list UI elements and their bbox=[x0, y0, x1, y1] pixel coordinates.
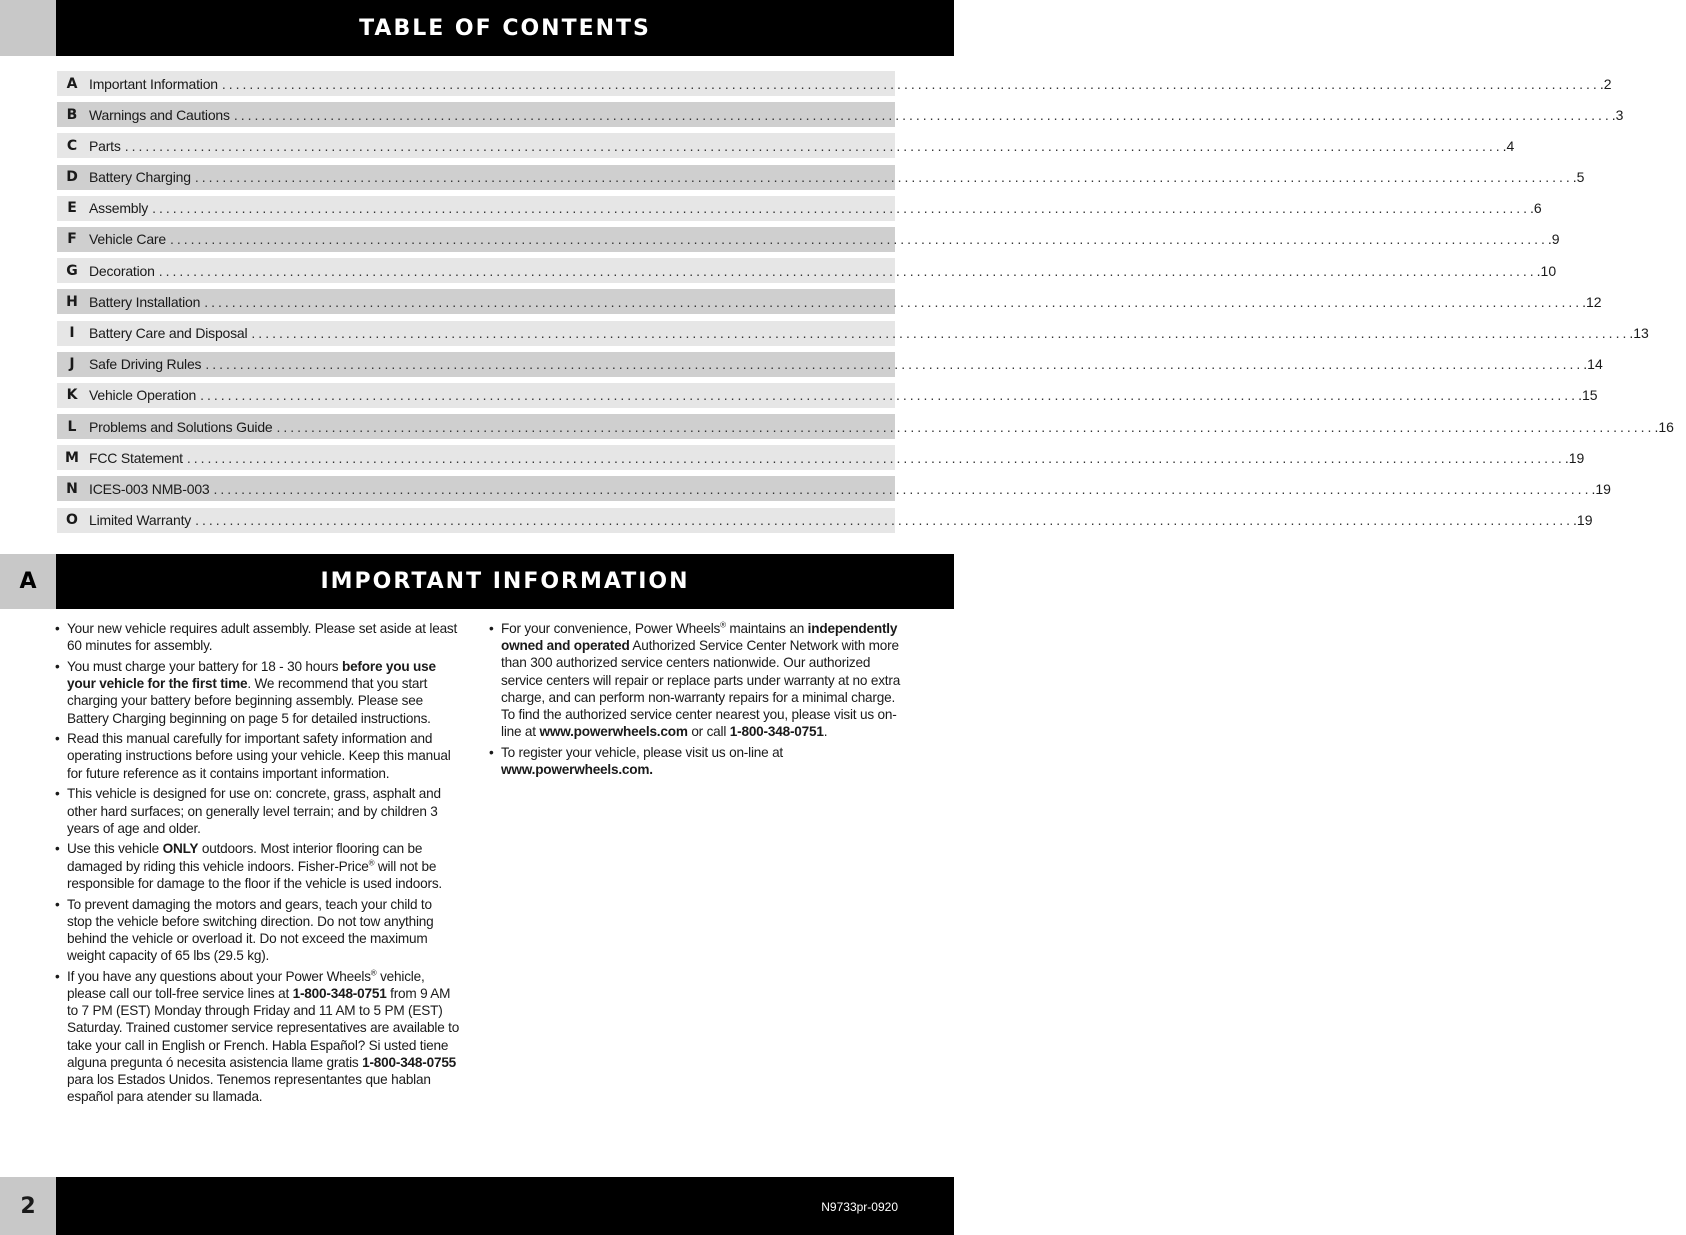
toc-page: .19 bbox=[1573, 512, 1593, 529]
text-run: Authorized Service Center Network with more than 300 authorized service centers nationwide. Our authorized service centers will repair or replace parts under warranty at no extra charge, and can perform non-warranty repairs for a minimal charge. To find the authorized service center nearest you, please visit us on-line at bbox=[501, 638, 901, 740]
toc-page: .9 bbox=[1547, 231, 1560, 248]
toc-row[interactable] bbox=[57, 258, 1557, 283]
toc-title: Battery Care and Disposal bbox=[89, 325, 248, 341]
toc-letter: I bbox=[69, 325, 75, 341]
registered-mark: ® bbox=[368, 858, 375, 868]
toc-row[interactable] bbox=[57, 196, 1542, 221]
text-run: To register your vehicle, please visit us on-line at bbox=[501, 744, 784, 760]
toc-row[interactable] bbox=[57, 383, 1598, 408]
text-run: Your new vehicle requires adult assembly. Please set aside at least 60 minutes for assembly. bbox=[67, 621, 458, 654]
toc-leader-dots: ........................................................................................................................................................................................................ bbox=[221, 75, 1600, 92]
toc-title: Battery Charging bbox=[89, 169, 191, 186]
section-header-bar bbox=[56, 554, 954, 609]
bullet-item bbox=[55, 896, 460, 965]
toc-header-tab bbox=[0, 0, 56, 56]
toc-page: .2 bbox=[1599, 75, 1612, 92]
toc-title: ICES-003 NMB-003 bbox=[89, 480, 210, 497]
bullet-item bbox=[55, 785, 460, 837]
text-run: Use this vehicle bbox=[67, 841, 163, 857]
toc-row[interactable] bbox=[57, 289, 1602, 314]
toc-row[interactable] bbox=[57, 508, 1593, 533]
toc-page: .4 bbox=[1502, 137, 1515, 154]
toc-letter: J bbox=[69, 356, 75, 373]
text-run: . bbox=[823, 724, 828, 740]
toc-leader-dots: ........................................................................................................................................................................................................ bbox=[204, 293, 1583, 310]
toc-header-bar bbox=[56, 0, 954, 56]
toc-row[interactable] bbox=[57, 102, 1624, 127]
text-run: para los Estados Unidos. Tenemos representantes que hablan español para atender su llamada. bbox=[67, 1072, 431, 1105]
toc-title: Vehicle Operation bbox=[89, 387, 197, 404]
bold-text: 1-800-348-0751 bbox=[729, 724, 824, 740]
toc-letter: D bbox=[66, 169, 78, 186]
toc-leader-dots: ........................................................................................................................................................................................................ bbox=[124, 137, 1503, 154]
toc-letter: B bbox=[66, 106, 78, 123]
toc-letter: G bbox=[66, 262, 78, 279]
bold-text: before you use your vehicle for the first time bbox=[67, 658, 436, 692]
text-run: maintains an bbox=[725, 621, 808, 636]
toc-row[interactable] bbox=[57, 165, 1585, 190]
toc-page: .3 bbox=[1611, 106, 1624, 123]
toc-row[interactable] bbox=[57, 352, 1603, 377]
text-run: or call bbox=[687, 724, 730, 740]
toc-leader-dots: ........................................................................................................................................................................................................ bbox=[251, 325, 1630, 341]
footer-bar bbox=[56, 1177, 954, 1235]
toc-row[interactable] bbox=[57, 71, 1612, 96]
text-run: . We recommend that you start charging your battery before beginning assembly. Please see Battery Charging beginning on page 5 for detailed instructions. bbox=[67, 676, 431, 726]
toc-title: Warnings and Cautions bbox=[89, 106, 230, 123]
text-run: will not be responsible for damage to the floor if the vehicle is used indoors. bbox=[67, 858, 442, 891]
toc-leader-dots: ........................................................................................................................................................................................................ bbox=[200, 387, 1579, 404]
toc-letter: K bbox=[66, 387, 78, 404]
toc-leader-dots: ........................................................................................................................................................................................................ bbox=[205, 356, 1584, 373]
toc-leader-dots: ........................................................................................................................................................................................................ bbox=[195, 512, 1574, 529]
toc-page: .19 bbox=[1564, 449, 1585, 466]
page-number: 2 bbox=[0, 1177, 56, 1235]
text-run: For your convenience, Power Wheels bbox=[501, 621, 721, 636]
toc-letter: N bbox=[66, 480, 78, 497]
toc-letter: C bbox=[66, 137, 78, 154]
toc-row[interactable] bbox=[57, 227, 1560, 252]
section-heading: IMPORTANT INFORMATION bbox=[320, 569, 690, 594]
bullet-item bbox=[55, 658, 460, 727]
toc-letter: E bbox=[67, 200, 77, 217]
toc-row[interactable] bbox=[57, 133, 1515, 158]
toc-title: Battery Installation bbox=[89, 293, 201, 310]
bold-text: independently owned and operated bbox=[501, 621, 898, 654]
toc-page: .15 bbox=[1578, 387, 1598, 404]
toc-page: .13 bbox=[1629, 325, 1649, 341]
toc-leader-dots: ........................................................................................................................................................................................................ bbox=[186, 449, 1565, 466]
text-run: vehicle, please call our toll-free service lines at bbox=[67, 968, 425, 1002]
document-code: N9733pr-0920 bbox=[821, 1200, 898, 1214]
text-run: from 9 AM to 7 PM (EST) Monday through Friday and 11 AM to 5 PM (EST) Saturday. Trained customer service representatives are available to take your call in English or French. Habla Español? Si usted tiene alguna pregunta ó necesita asistencia llame gratis bbox=[67, 986, 460, 1070]
toc-leader-dots: ........................................................................................................................................................................................................ bbox=[233, 106, 1612, 123]
toc-page: .14 bbox=[1583, 356, 1603, 373]
toc-leader-dots: ........................................................................................................................................................................................................ bbox=[194, 169, 1573, 186]
toc-row[interactable] bbox=[57, 476, 1611, 501]
text-run: To prevent damaging the motors and gears, teach your child to stop the vehicle before switching direction. Do not tow anything behind the vehicle or overload it. Do not exceed the maximum weight capacity of 65 lbs (29.5 kg). bbox=[67, 896, 434, 964]
bullet-item bbox=[489, 744, 901, 778]
toc-leader-dots: ........................................................................................................................................................................................................ bbox=[169, 231, 1548, 248]
toc-title: Limited Warranty bbox=[89, 512, 192, 529]
toc-leader-dots: ........................................................................................................................................................................................................ bbox=[213, 480, 1592, 497]
toc-title: Vehicle Care bbox=[89, 231, 166, 248]
toc-title: Problems and Solutions Guide bbox=[89, 418, 273, 435]
registered-mark: ® bbox=[370, 968, 377, 978]
registered-mark: ® bbox=[720, 620, 726, 630]
toc-page: .16 bbox=[1654, 418, 1674, 435]
bold-text: ONLY bbox=[162, 841, 199, 857]
bullet-item bbox=[55, 840, 460, 892]
toc-leader-dots: ........................................................................................................................................................................................................ bbox=[276, 418, 1655, 435]
toc-title: FCC Statement bbox=[89, 449, 183, 466]
section-letter: A bbox=[19, 569, 37, 594]
text-run: This vehicle is designed for use on: concrete, grass, asphalt and other hard surfaces; on generally level terrain; and by children 3 years of age and older. bbox=[67, 786, 441, 836]
text-run: outdoors. Most interior flooring can be damaged by riding this vehicle indoors. Fisher-Price bbox=[67, 841, 423, 874]
text-run: Read this manual carefully for important safety information and operating instructions before using your vehicle. Keep this manual for future reference as it contains important information. bbox=[67, 731, 451, 781]
bold-text: 1-800-348-0755 bbox=[362, 1054, 457, 1070]
bullet-item bbox=[55, 968, 460, 1106]
left-column bbox=[55, 620, 460, 1109]
toc-title: Assembly bbox=[89, 200, 149, 217]
toc-page: .10 bbox=[1536, 262, 1557, 279]
toc-row[interactable] bbox=[57, 414, 1674, 439]
bullet-item bbox=[55, 730, 460, 782]
toc-title: Important Information bbox=[89, 75, 218, 92]
bold-text: www.powerwheels.com. bbox=[501, 762, 653, 778]
toc-letter: H bbox=[66, 293, 78, 310]
toc-letter: O bbox=[66, 512, 78, 529]
bullet-item bbox=[489, 620, 901, 740]
bold-text: 1-800-348-0751 bbox=[292, 986, 387, 1002]
toc-leader-dots: ........................................................................................................................................................................................................ bbox=[152, 200, 1531, 217]
toc-row[interactable] bbox=[57, 321, 1649, 346]
toc-title: Safe Driving Rules bbox=[89, 356, 202, 373]
toc-page: .5 bbox=[1572, 169, 1585, 186]
toc-page: .19 bbox=[1591, 480, 1611, 497]
text-run: You must charge your battery for 18 - 30 hours bbox=[67, 658, 342, 674]
toc-title: Parts bbox=[89, 137, 121, 154]
toc-title: Decoration bbox=[89, 262, 155, 279]
toc-letter: L bbox=[67, 418, 77, 435]
text-run: If you have any questions about your Power Wheels bbox=[67, 968, 371, 984]
toc-leader-dots: ........................................................................................................................................................................................................ bbox=[158, 262, 1537, 279]
toc-letter: A bbox=[66, 75, 78, 92]
bold-text: www.powerwheels.com bbox=[539, 724, 688, 740]
right-column bbox=[489, 620, 901, 782]
table-of-contents bbox=[57, 71, 1674, 539]
toc-page: .6 bbox=[1530, 200, 1542, 217]
toc-heading: TABLE OF CONTENTS bbox=[359, 15, 651, 41]
toc-page: .12 bbox=[1582, 293, 1602, 310]
bullet-item bbox=[55, 620, 460, 654]
toc-letter: M bbox=[65, 449, 79, 466]
toc-letter: F bbox=[67, 231, 77, 248]
toc-row[interactable] bbox=[57, 445, 1585, 470]
